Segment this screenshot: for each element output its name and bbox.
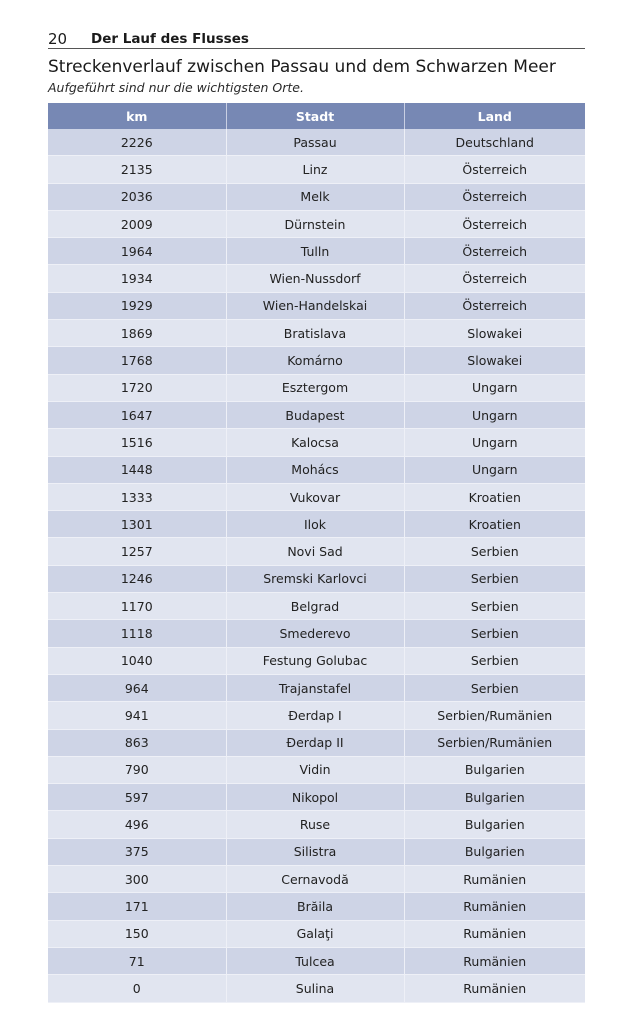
page-number: 20	[48, 30, 68, 48]
km-cell: 1929	[48, 292, 226, 319]
stadt-cell: Trajanstafel	[226, 674, 404, 701]
table-row	[48, 538, 585, 565]
table-row	[48, 265, 585, 292]
section-title: Streckenverlauf zwischen Passau und dem Schwarzen Meer	[48, 57, 556, 77]
km-cell: 1964	[48, 238, 226, 265]
land-cell: Kroatien	[404, 483, 585, 510]
km-cell: 2036	[48, 183, 226, 210]
table-row	[48, 593, 585, 620]
km-cell: 1516	[48, 429, 226, 456]
table-row	[48, 238, 585, 265]
table-row	[48, 975, 585, 1002]
table-row	[48, 756, 585, 783]
km-cell: 150	[48, 920, 226, 947]
stadt-cell: Dürnstein	[226, 210, 404, 237]
km-cell: 1768	[48, 347, 226, 374]
km-cell: 1647	[48, 401, 226, 428]
land-cell: Rumänien	[404, 975, 585, 1002]
stadt-cell: Nikopol	[226, 784, 404, 811]
land-cell: Deutschland	[404, 129, 585, 156]
land-cell: Bulgarien	[404, 756, 585, 783]
section-subtitle: Aufgeführt sind nur die wichtigsten Orte.	[48, 80, 304, 95]
km-cell: 1246	[48, 565, 226, 592]
km-cell: 2135	[48, 156, 226, 183]
km-cell: 1869	[48, 320, 226, 347]
km-cell: 941	[48, 702, 226, 729]
land-cell: Österreich	[404, 292, 585, 319]
land-cell: Serbien/Rumänien	[404, 729, 585, 756]
table-row	[48, 347, 585, 374]
km-cell: 1301	[48, 511, 226, 538]
table-row	[48, 674, 585, 701]
land-cell: Österreich	[404, 183, 585, 210]
table-row	[48, 292, 585, 319]
km-cell: 71	[48, 947, 226, 974]
table-row	[48, 129, 585, 156]
stadt-cell: Novi Sad	[226, 538, 404, 565]
stadt-cell: Kalocsa	[226, 429, 404, 456]
land-cell: Rumänien	[404, 893, 585, 920]
km-cell: 2226	[48, 129, 226, 156]
km-cell: 171	[48, 893, 226, 920]
km-cell: 0	[48, 975, 226, 1002]
stadt-cell: Tulln	[226, 238, 404, 265]
km-cell: 597	[48, 784, 226, 811]
land-cell: Slowakei	[404, 347, 585, 374]
table-row	[48, 920, 585, 947]
table-row	[48, 811, 585, 838]
land-cell: Rumänien	[404, 866, 585, 893]
km-cell: 964	[48, 674, 226, 701]
land-cell: Slowakei	[404, 320, 585, 347]
km-cell: 1170	[48, 593, 226, 620]
land-cell: Ungarn	[404, 456, 585, 483]
column-header-stadt: Stadt	[226, 103, 404, 129]
table-row	[48, 401, 585, 428]
km-cell: 1448	[48, 456, 226, 483]
route-table	[48, 103, 585, 1003]
table-row	[48, 893, 585, 920]
stadt-cell: Sremski Karlovci	[226, 565, 404, 592]
land-cell: Bulgarien	[404, 838, 585, 865]
stadt-cell: Mohács	[226, 456, 404, 483]
table-row	[48, 702, 585, 729]
stadt-cell: Ilok	[226, 511, 404, 538]
km-cell: 1333	[48, 483, 226, 510]
table-header-row	[48, 103, 585, 129]
land-cell: Serbien	[404, 593, 585, 620]
table-row	[48, 320, 585, 347]
km-cell: 496	[48, 811, 226, 838]
table-row	[48, 565, 585, 592]
table-row	[48, 838, 585, 865]
stadt-cell: Brăila	[226, 893, 404, 920]
stadt-cell: Budapest	[226, 401, 404, 428]
table-row	[48, 511, 585, 538]
land-cell: Österreich	[404, 265, 585, 292]
stadt-cell: Festung Golubac	[226, 647, 404, 674]
land-cell: Österreich	[404, 210, 585, 237]
stadt-cell: Vidin	[226, 756, 404, 783]
table-row	[48, 483, 585, 510]
km-cell: 300	[48, 866, 226, 893]
land-cell: Österreich	[404, 238, 585, 265]
stadt-cell: Linz	[226, 156, 404, 183]
table-row	[48, 647, 585, 674]
stadt-cell: Silistra	[226, 838, 404, 865]
running-header	[48, 30, 585, 49]
stadt-cell: Bratislava	[226, 320, 404, 347]
table-row	[48, 620, 585, 647]
stadt-cell: Cernavodă	[226, 866, 404, 893]
stadt-cell: Ruse	[226, 811, 404, 838]
table-row	[48, 456, 585, 483]
stadt-cell: Wien-Nussdorf	[226, 265, 404, 292]
stadt-cell: Esztergom	[226, 374, 404, 401]
land-cell: Serbien	[404, 620, 585, 647]
land-cell: Ungarn	[404, 401, 585, 428]
land-cell: Bulgarien	[404, 784, 585, 811]
land-cell: Österreich	[404, 156, 585, 183]
table-row	[48, 784, 585, 811]
km-cell: 1720	[48, 374, 226, 401]
land-cell: Ungarn	[404, 429, 585, 456]
km-cell: 375	[48, 838, 226, 865]
table-row	[48, 210, 585, 237]
table-row	[48, 947, 585, 974]
stadt-cell: Wien-Handelskai	[226, 292, 404, 319]
land-cell: Serbien/Rumänien	[404, 702, 585, 729]
column-header-km: km	[48, 103, 226, 129]
stadt-cell: Smederevo	[226, 620, 404, 647]
land-cell: Serbien	[404, 538, 585, 565]
stadt-cell: Đerdap II	[226, 729, 404, 756]
km-cell: 1934	[48, 265, 226, 292]
stadt-cell: Tulcea	[226, 947, 404, 974]
land-cell: Serbien	[404, 647, 585, 674]
km-cell: 790	[48, 756, 226, 783]
stadt-cell: Passau	[226, 129, 404, 156]
land-cell: Rumänien	[404, 947, 585, 974]
land-cell: Serbien	[404, 674, 585, 701]
km-cell: 2009	[48, 210, 226, 237]
land-cell: Ungarn	[404, 374, 585, 401]
table-row	[48, 866, 585, 893]
km-cell: 1118	[48, 620, 226, 647]
chapter-title: Der Lauf des Flusses	[91, 31, 249, 47]
km-cell: 1257	[48, 538, 226, 565]
table-row	[48, 183, 585, 210]
land-cell: Bulgarien	[404, 811, 585, 838]
km-cell: 1040	[48, 647, 226, 674]
stadt-cell: Sulina	[226, 975, 404, 1002]
table-row	[48, 156, 585, 183]
stadt-cell: Belgrad	[226, 593, 404, 620]
stadt-cell: Galaţi	[226, 920, 404, 947]
km-cell: 863	[48, 729, 226, 756]
stadt-cell: Melk	[226, 183, 404, 210]
land-cell: Rumänien	[404, 920, 585, 947]
stadt-cell: Vukovar	[226, 483, 404, 510]
table-row	[48, 729, 585, 756]
column-header-land: Land	[404, 103, 585, 129]
table-row	[48, 374, 585, 401]
table-row	[48, 429, 585, 456]
table-body	[48, 129, 585, 1002]
stadt-cell: Đerdap I	[226, 702, 404, 729]
stadt-cell: Komárno	[226, 347, 404, 374]
land-cell: Kroatien	[404, 511, 585, 538]
land-cell: Serbien	[404, 565, 585, 592]
